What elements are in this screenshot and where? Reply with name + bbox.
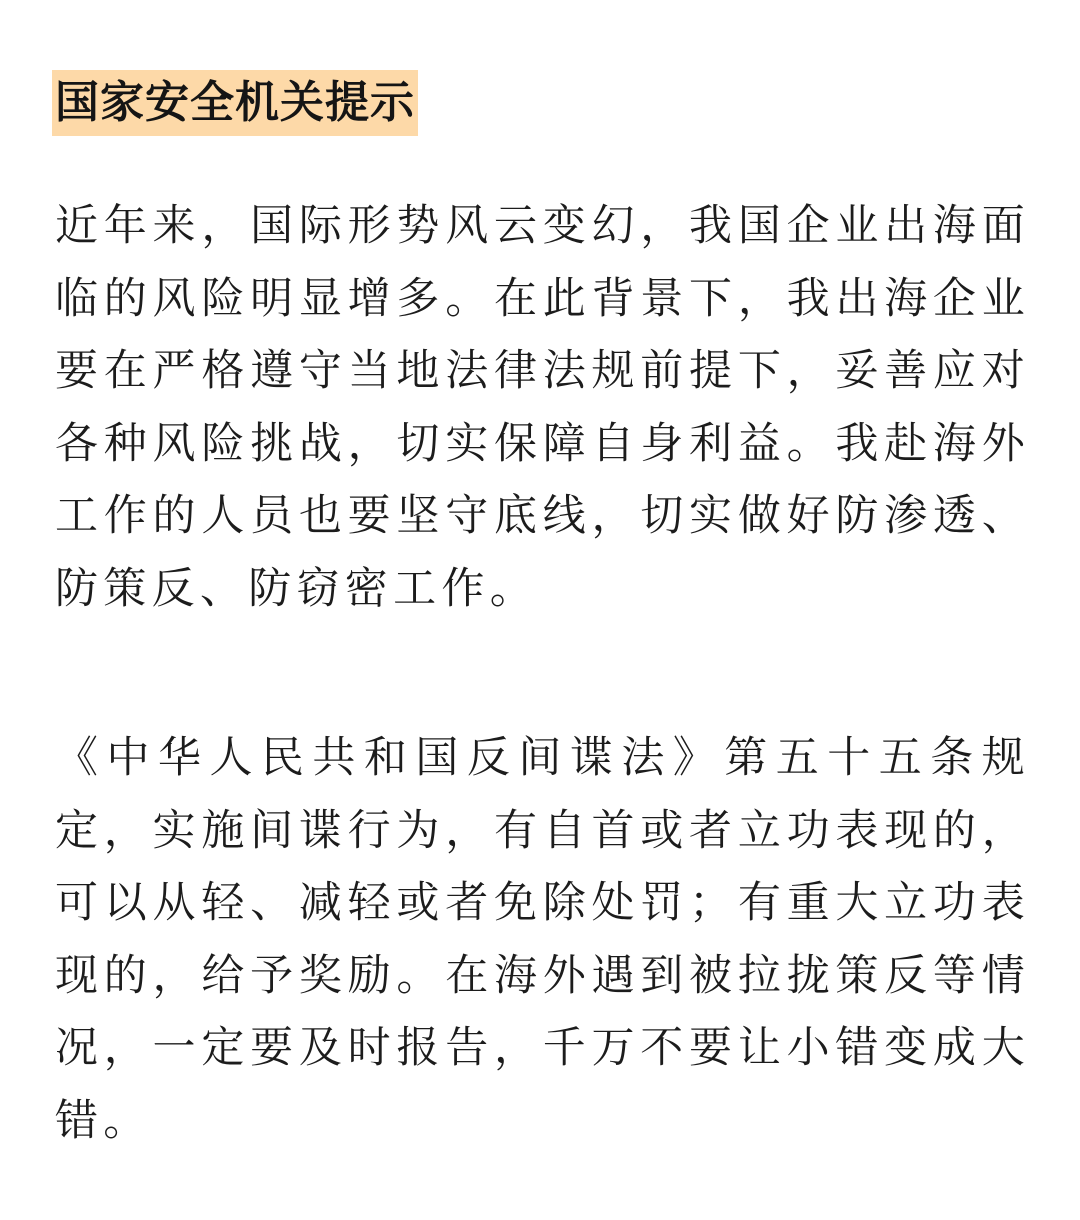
article-title: 国家安全机关提示 <box>55 77 415 128</box>
paragraph-risk-warning: 近年来，国际形势风云变幻，我国企业出海面临的风险明显增多。在此背景下，我出海企业要在严格遵守当地法律法规前提下，妥善应对各种风险挑战，切实保障自身利益。我赴海外工作的人员也要坚守底线，切实做好防渗透、防策反、防窃密工作。 <box>55 201 1030 614</box>
paragraph-counterespionage-law: 《中华人民共和国反间谍法》第五十五条规定，实施间谍行为，有自首或者立功表现的，可以从轻、减轻或者免除处罚；有重大立功表现的，给予奖励。在海外遇到被拉拢策反等情况，一定要及时报告，千万不要让小错变成大错。 <box>55 733 1030 1146</box>
title-highlight <box>52 70 418 136</box>
